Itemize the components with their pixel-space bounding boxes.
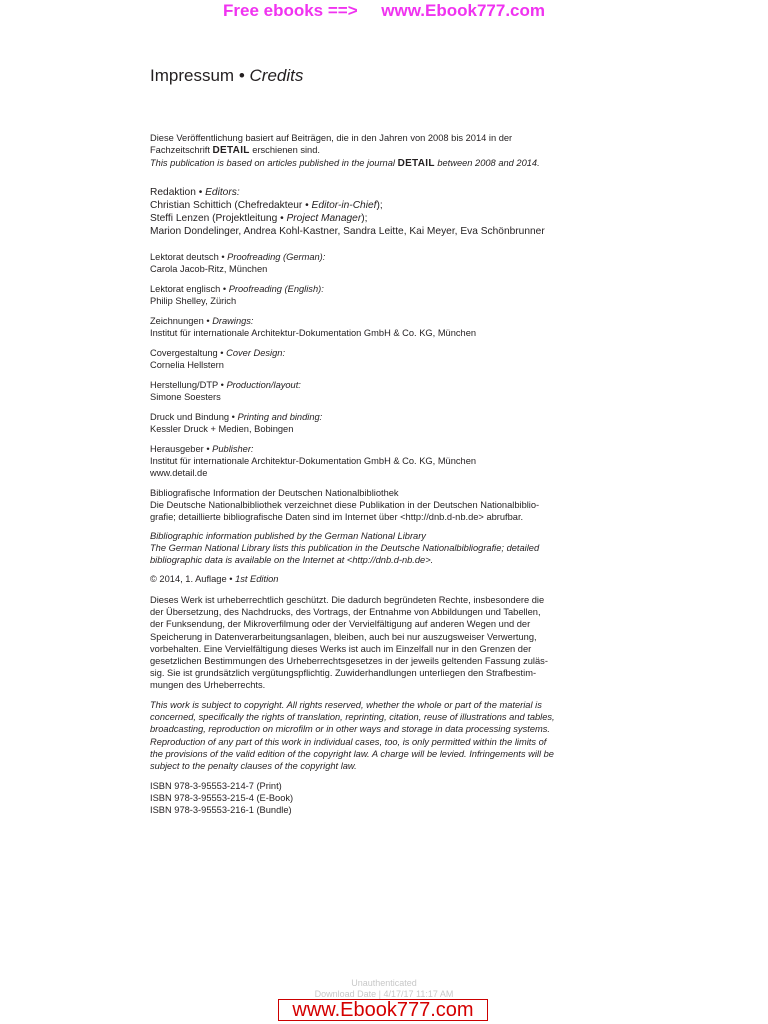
credit-cover-design [150,347,605,371]
credit-label [150,283,605,295]
editor-line-2 [150,212,605,225]
credit-label [150,347,605,359]
publisher-label [150,443,605,455]
edition-text [150,573,605,585]
credit-label [150,379,605,391]
intro-de-text-end: erschienen sind. [249,145,320,156]
biblio-de-line: grafie; detaillierte bibliografische Daten sind im Internet über <http://dnb.d-nb.de> abrufbar. [150,512,524,523]
credit-value: Carola Jacob-Ritz, München [150,264,268,275]
editor-1-role: Editor-in-Chief [311,200,377,211]
detail-brand: DETAIL [212,145,250,157]
credit-proofreading-english [150,283,605,307]
copyright-en-block [150,699,605,772]
biblio-en-line: Bibliographic information published by the German National Library [150,531,426,541]
banner-left-text[interactable]: Free ebooks ==> [222,1,358,20]
credit-label-en: Production/layout: [226,380,301,390]
edition-en: 1st Edition [235,574,279,584]
credit-label [150,315,605,327]
credit-label-de: Zeichnungen • [150,316,213,326]
credit-label-de: Lektorat deutsch • [150,252,228,262]
editor-1-end: ); [376,200,383,211]
publisher-name: Institut für internationale Architektur-Dokumentation GmbH & Co. KG, München [150,456,477,467]
credit-label-en: Drawings: [212,316,254,326]
editor-2-end: ); [361,213,368,224]
biblio-de-block [150,487,605,524]
copyright-de-block [150,594,605,692]
credit-proofreading-german [150,251,605,275]
title-separator: • [238,66,245,85]
banner-gap [358,1,382,20]
copyright-de-line: Dieses Werk ist urheberrechtlich geschützt. Die dadurch begründeten Rechte, insbesondere die [150,595,545,605]
editor-2-text: Steffi Lenzen (Projektleitung • [150,213,287,224]
biblio-en-line: bibliographic data is available on the Internet at <http://dnb.d-nb.de>. [150,555,434,566]
credit-value: Institut für internationale Architektur-Dokumentation GmbH & Co. KG, München [150,328,477,339]
footer-link[interactable]: www.Ebook777.com [278,999,488,1021]
footer-watermark-line-1: Unauthenticated [351,978,417,988]
copyright-en-line: broadcasting, reproduction on microfilm or in other ways and storage in data processing systems. [150,724,550,735]
publisher-label-de: Herausgeber • [150,444,213,454]
credit-value: Kessler Druck + Medien, Bobingen [150,424,294,435]
footer-watermark-line-2: Download Date | 4/17/17 11:17 AM [314,989,454,999]
credit-value: Simone Soesters [150,392,221,403]
intro-de-line-2 [150,144,605,157]
copyright-de-line: vorbehalten. Eine Vervielfältigung dieses Werks ist auch im Einzelfall nur in den Grenzen der [150,643,532,654]
credit-value: Philip Shelley, Zürich [150,296,237,307]
copyright-de-line: der Funksendung, der Mikroverfilmung oder der Vervielfältigung auf anderen Wegen und der [150,619,531,630]
title-italic: Credits [249,66,304,85]
copyright-en-line: Reproduction of any part of this work in individual cases, too, is only permitted within the limits of [150,736,547,747]
editor-line-1 [150,199,605,212]
top-banner[interactable] [0,0,768,22]
editors-label-en: Editors: [205,187,240,198]
edition-de: © 2014, 1. Auflage • [150,574,236,584]
editor-line-3: Marion Dondelinger, Andrea Kohl-Kastner, Sandra Leitte, Kai Meyer, Eva Schönbrunner [150,226,545,237]
credit-production [150,379,605,403]
page-title [150,66,303,86]
credit-value: Cornelia Hellstern [150,360,224,371]
isbn-ebook: ISBN 978-3-95553-215-4 (E-Book) [150,793,294,804]
publisher-label-en: Publisher: [212,444,254,454]
editor-2-role: Project Manager [286,213,362,224]
intro-de-line-1: Diese Veröffentlichung basiert auf Beiträgen, die in den Jahren von 2008 bis 2014 in der [150,133,513,143]
copyright-de-line: gesetzlichen Bestimmungen des Urheberrechtsgesetzes in der jeweils geltenden Fassung zuläs- [150,656,548,667]
footer-watermark [0,978,768,1000]
isbn-block [150,780,605,817]
title-main: Impressum [150,66,235,85]
intro-en-text-end: between 2008 and 2014. [434,158,540,169]
biblio-en-block [150,530,605,567]
credit-label [150,411,605,423]
publisher-website[interactable]: www.detail.de [150,468,208,479]
credit-label-de: Herstellung/DTP • [150,380,227,390]
copyright-de-line: der Übersetzung, des Nachdrucks, des Vortrags, der Entnahme von Abbildungen und Tabellen, [150,607,541,618]
editor-1-text: Christian Schittich (Chefredakteur • [150,200,312,211]
copyright-de-line: mungen des Urheberrechts. [150,680,266,691]
edition-line [150,573,605,585]
publisher-block [150,443,605,480]
intro-en-text: This publication is based on articles published in the journal [150,158,398,169]
isbn-print: ISBN 978-3-95553-214-7 (Print) [150,781,282,791]
credit-label-en: Printing and binding: [237,412,323,422]
intro-de-text: Fachzeitschrift [150,145,213,156]
copyright-de-line: sig. Sie ist grundsätzlich vergütungspflichtig. Zuwiderhandlungen unterliegen den Strafbestim- [150,668,537,679]
credit-label-en: Proofreading (German): [227,252,326,262]
intro-block [150,132,605,171]
credit-printing [150,411,605,435]
editors-label-de: Redaktion • [150,187,206,198]
biblio-en-line: The German National Library lists this publication in the Deutsche Nationalbibliografie; detailed [150,543,540,554]
credit-label-en: Cover Design: [226,348,286,358]
detail-brand-en: DETAIL [397,158,435,170]
biblio-de-line: Die Deutsche Nationalbibliothek verzeichnet diese Publikation in der Deutschen Nationalbiblio- [150,500,540,511]
editors-block [150,186,605,238]
banner-link[interactable]: www.Ebook777.com [381,1,546,20]
credit-label-de: Druck und Bindung • [150,412,238,422]
credit-label [150,251,605,263]
credit-label-en: Proofreading (English): [228,284,324,294]
biblio-de-line: Bibliografische Information der Deutschen Nationalbibliothek [150,488,399,498]
isbn-bundle: ISBN 978-3-95553-216-1 (Bundle) [150,805,292,816]
copyright-de-line: Speicherung in Datenverarbeitungsanlagen, bleiben, auch bei nur auszugsweiser Verwertung, [150,631,537,642]
copyright-en-line: concerned, specifically the rights of translation, reprinting, citation, reuse of illustrations and tables, [150,712,555,723]
editors-label [150,186,605,199]
copyright-en-line: subject to the penalty clauses of the copyright law. [150,761,357,772]
copyright-en-line: the provisions of the valid edition of the copyright law. A charge will be levied. Infringements will be [150,748,554,759]
credit-label-de: Lektorat englisch • [150,284,229,294]
credit-drawings [150,315,605,339]
intro-en-line [150,157,605,170]
credit-label-de: Covergestaltung • [150,348,227,358]
copyright-en-line: This work is subject to copyright. All rights reserved, whether the whole or part of the material is [150,700,542,710]
